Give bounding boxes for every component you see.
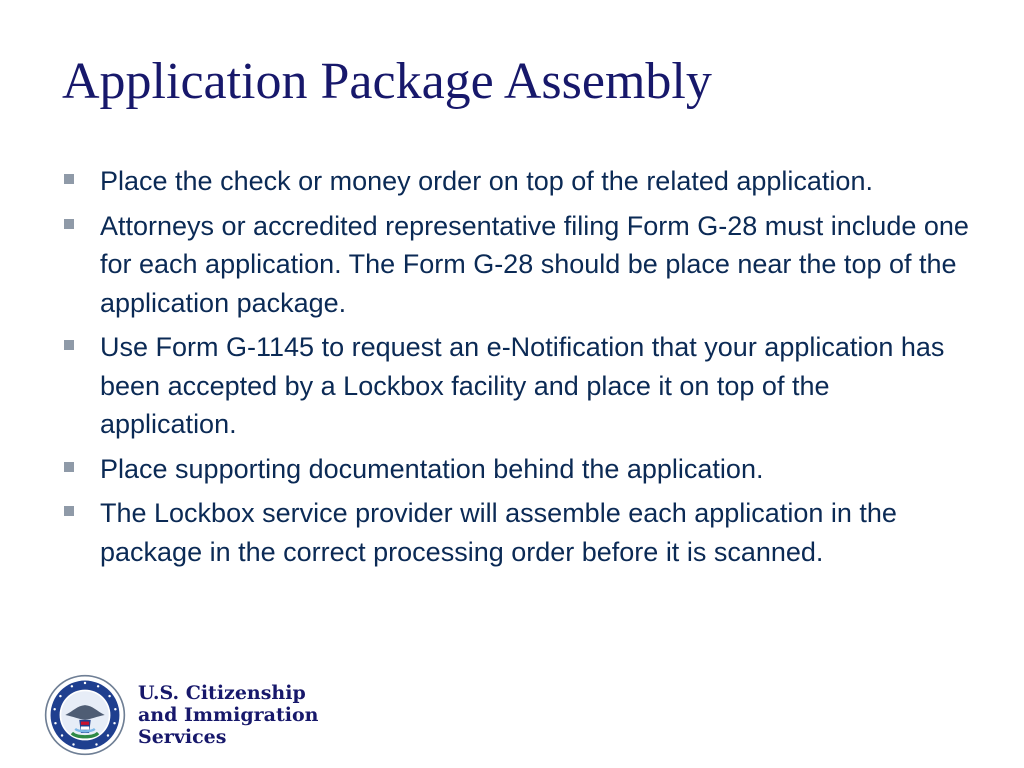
slide-title: Application Package Assembly [62, 53, 712, 110]
agency-name-line: and Immigration [138, 704, 319, 726]
square-bullet-icon [64, 340, 74, 350]
bullet-text: Use Form G-1145 to request an e-Notification that your application has been accepted by a Lockbox facility and place it on top of the application. [100, 332, 945, 439]
bullet-text: The Lockbox service provider will assemble each application in the package in the correct processing order before it is scanned. [100, 498, 897, 567]
bullet-item [60, 162, 970, 201]
bullet-text: Place supporting documentation behind the application. [100, 453, 764, 484]
square-bullet-icon [64, 506, 74, 516]
bullet-item [60, 328, 970, 444]
square-bullet-icon [64, 219, 74, 229]
bullet-list [60, 162, 970, 577]
bullet-item [60, 494, 970, 571]
agency-name-line: U.S. Citizenship [138, 682, 306, 704]
bullet-item [60, 450, 970, 489]
agency-name-line: Services [138, 726, 227, 748]
bullet-text: Attorneys or accredited representative filing Form G-28 must include one for each application. The Form G-28 should be place near the top of the application package. [100, 210, 969, 318]
square-bullet-icon [64, 462, 74, 472]
agency-name [138, 682, 318, 748]
dhs-seal-icon [44, 674, 126, 756]
square-bullet-icon [64, 174, 74, 184]
uscis-logo [44, 670, 334, 756]
bullet-text: Place the check or money order on top of the related application. [100, 166, 873, 196]
bullet-item [60, 207, 970, 323]
